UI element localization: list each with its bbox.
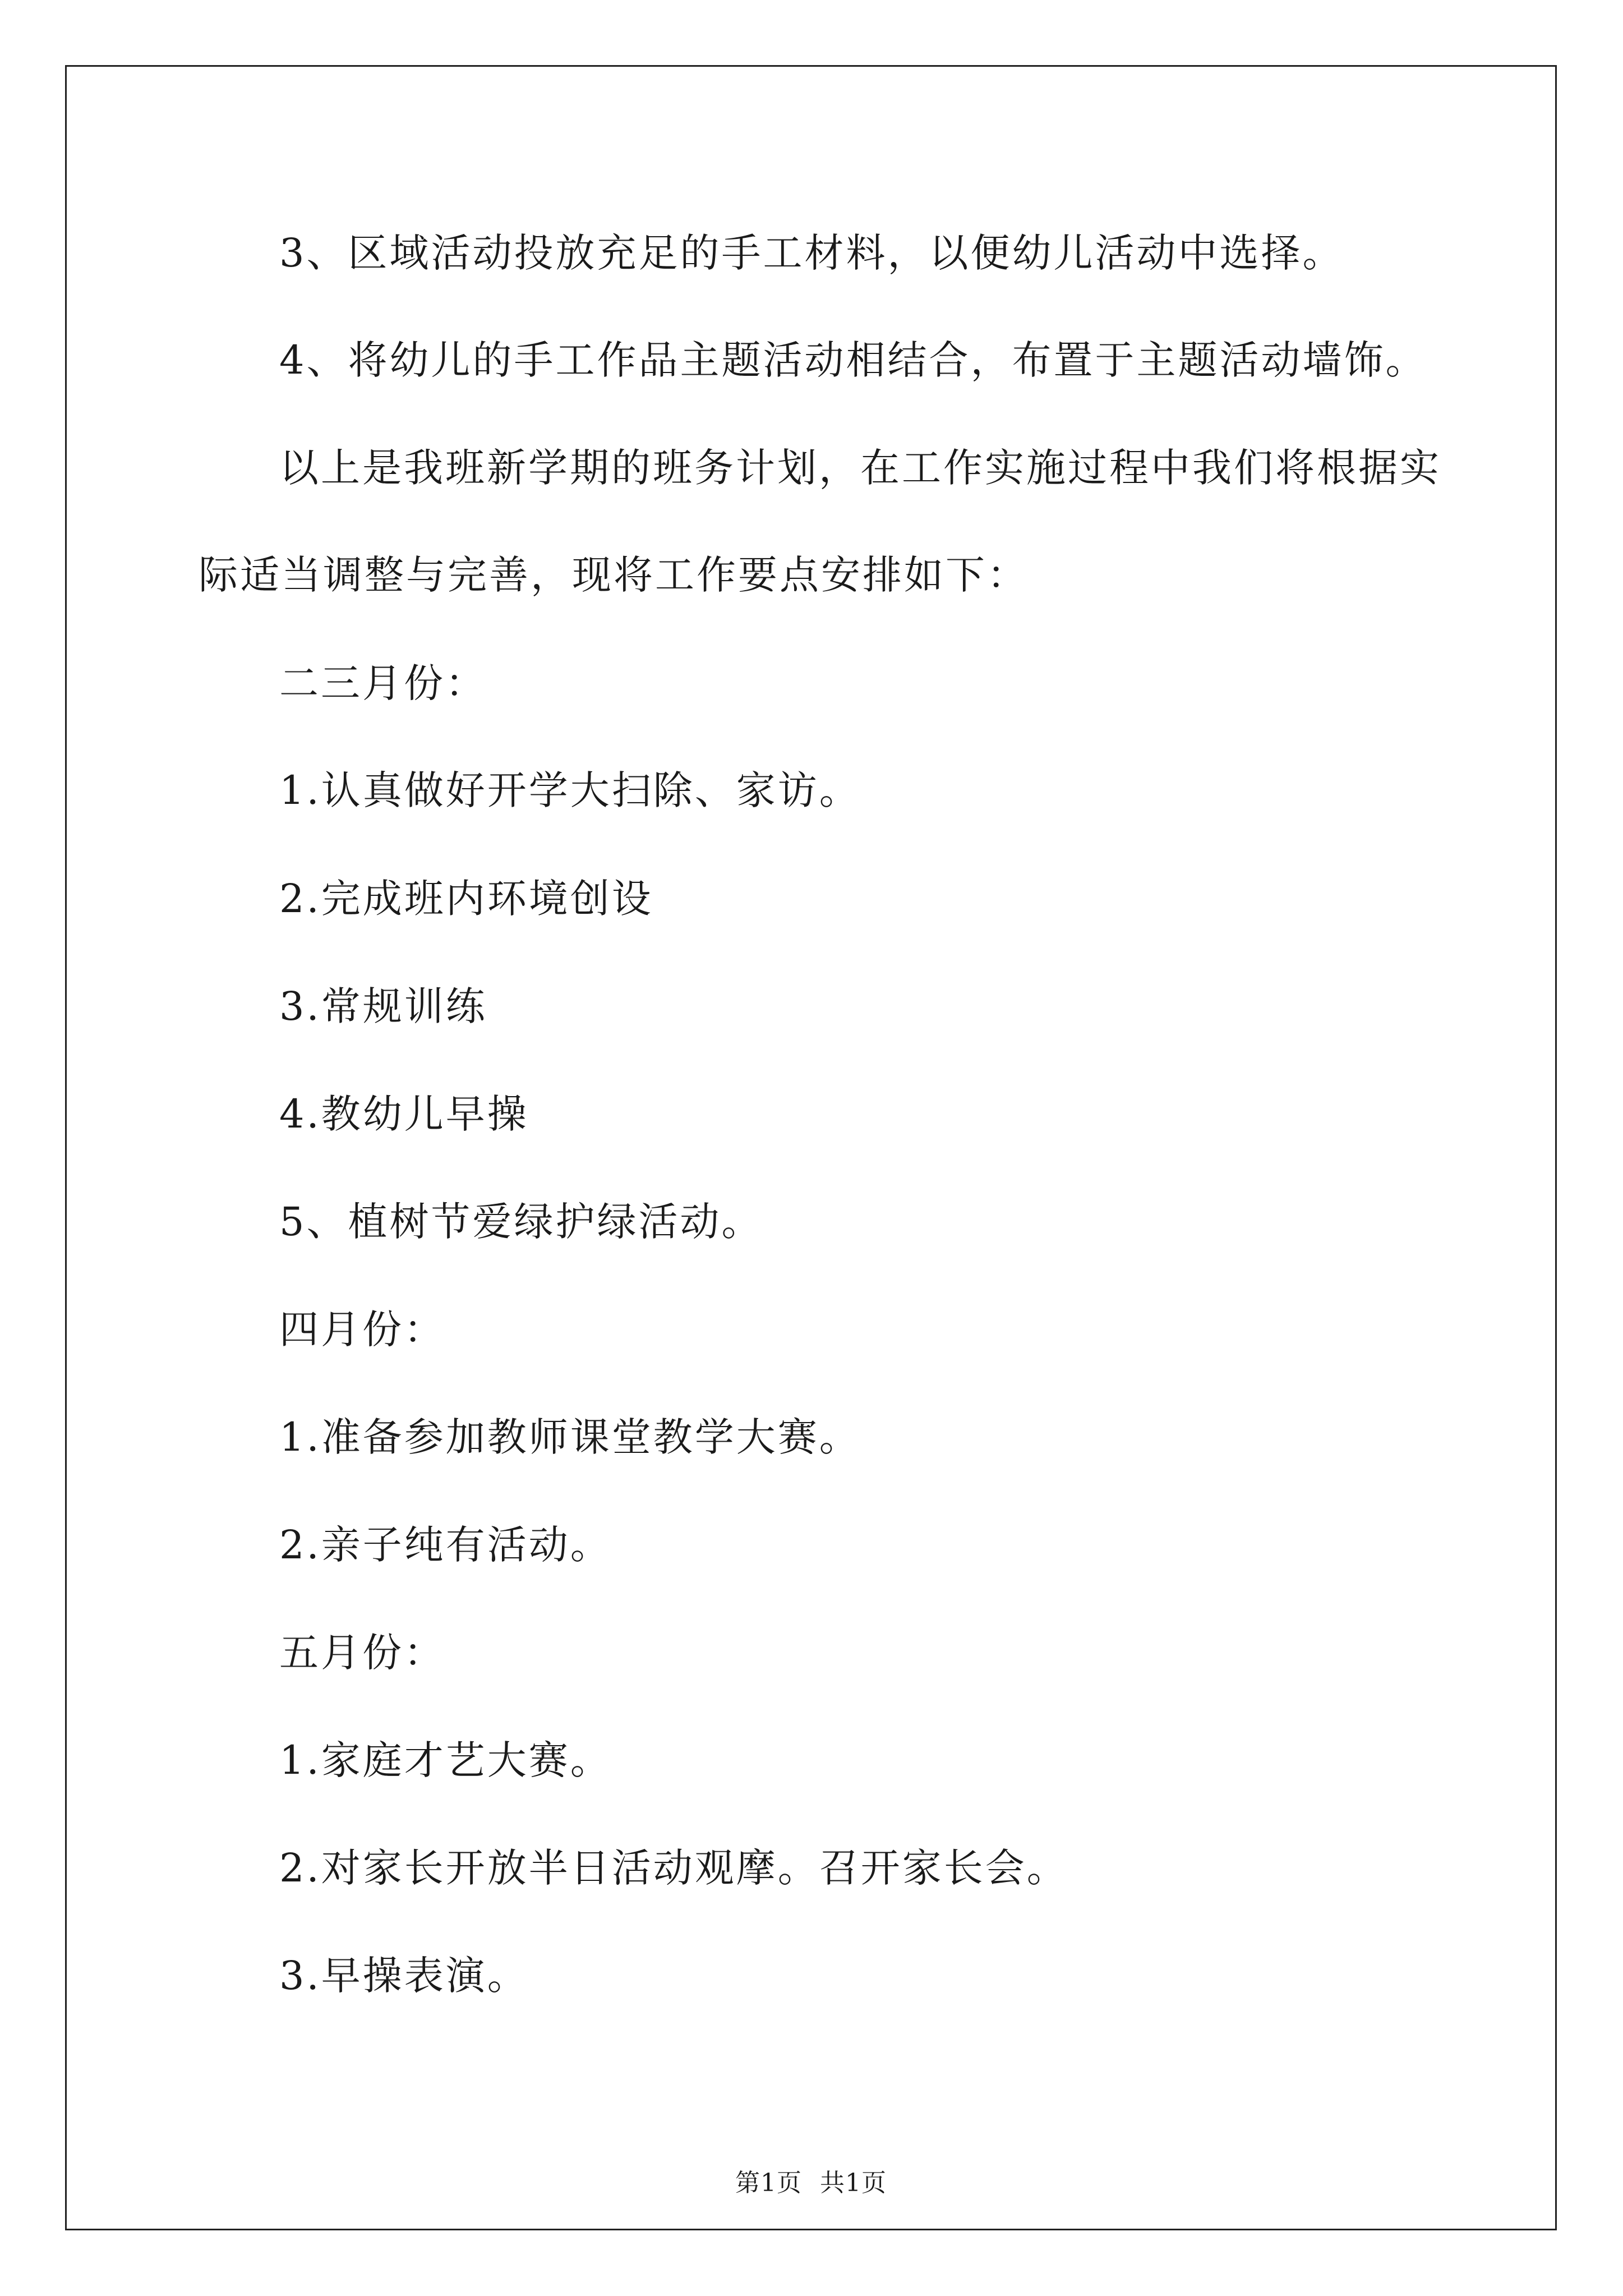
list-item: 3.早操表演。 <box>279 1953 529 1999</box>
paragraph-item-4: 4、将幼儿的手工作品主题活动相结合，布置于主题活动墙饰。 <box>279 337 1427 383</box>
list-item: 2.完成班内环境创设 <box>279 876 653 922</box>
paragraph-item-3: 3、区域活动投放充足的手工材料，以便幼儿活动中选择。 <box>279 230 1344 276</box>
page-number-total: 共1页 <box>820 2169 887 2197</box>
list-item: 4.教幼儿早操 <box>279 1091 529 1137</box>
paragraph-summary-line1: 以上是我班新学期的班务计划，在工作实施过程中我们将根据实 <box>279 445 1441 491</box>
section-heading-may: 五月份： <box>279 1630 445 1676</box>
list-item: 5、植树节爱绿护绿活动。 <box>279 1199 763 1245</box>
page-number-current: 第1页 <box>735 2169 802 2197</box>
list-item: 1.准备参加教师课堂教学大赛。 <box>279 1414 861 1460</box>
page-footer <box>67 2162 1555 2198</box>
list-item: 1.认真做好开学大扫除、家访。 <box>279 767 861 813</box>
section-heading-feb-mar: 二三月份： <box>279 660 487 706</box>
list-item: 3.常规训练 <box>279 983 487 1029</box>
page-frame <box>65 65 1557 2230</box>
list-item: 1.家庭才艺大赛。 <box>279 1737 612 1783</box>
paragraph-summary-line2: 际适当调整与完善，现将工作要点安排如下： <box>199 552 1029 598</box>
section-heading-april: 四月份： <box>279 1306 445 1352</box>
document-body <box>67 67 1555 2229</box>
list-item: 2.对家长开放半日活动观摩。召开家长会。 <box>279 1845 1068 1891</box>
list-item: 2.亲子纯有活动。 <box>279 1522 612 1568</box>
